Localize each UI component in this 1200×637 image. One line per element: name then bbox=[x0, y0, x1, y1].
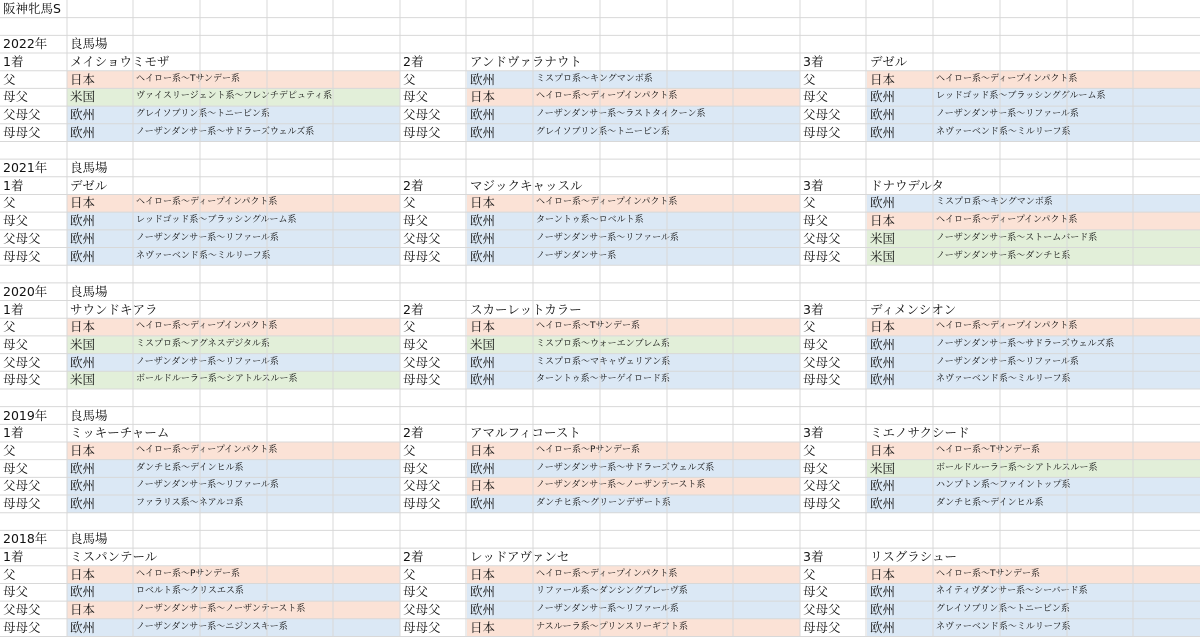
region-label: 米国 bbox=[870, 230, 896, 246]
region-label: 欧州 bbox=[870, 602, 896, 618]
pedigree-relation: 父 bbox=[3, 71, 16, 87]
region-label: 米国 bbox=[70, 89, 96, 105]
sire-line: ミスプロ系～キングマンボ系 bbox=[536, 73, 653, 84]
region-label: 欧州 bbox=[470, 354, 496, 370]
sheet-title: 阪神牝馬S bbox=[3, 1, 61, 16]
sire-line: ダンチヒ系～デインヒル系 bbox=[936, 498, 1044, 509]
sire-line: ロベルト系～クリスエス系 bbox=[136, 586, 244, 597]
region-label: 欧州 bbox=[470, 107, 496, 123]
pedigree-relation: 父 bbox=[3, 319, 16, 335]
region-label: 日本 bbox=[870, 71, 896, 87]
region-label: 欧州 bbox=[870, 478, 896, 494]
sire-line: ノーザンダンサー系～ストームバード系 bbox=[936, 232, 1098, 243]
sire-line: ノーザンダンサー系～リファール系 bbox=[136, 356, 279, 367]
place-label: 2着 bbox=[403, 301, 424, 317]
sire-line: ヘイロー系～ディープインパクト系 bbox=[936, 73, 1078, 84]
pedigree-relation: 父 bbox=[803, 71, 816, 87]
sire-line: ノーザンダンサー系～ラストタイクーン系 bbox=[536, 109, 706, 120]
place-label: 3着 bbox=[803, 425, 824, 441]
sire-line: ノーザンダンサー系～リファール系 bbox=[536, 232, 679, 243]
place-label: 1着 bbox=[3, 425, 24, 441]
region-label: 欧州 bbox=[70, 248, 96, 264]
region-label: 米国 bbox=[70, 336, 96, 352]
sire-line: ノーザンダンサー系～リファール系 bbox=[136, 232, 279, 243]
pedigree-relation: 母父 bbox=[3, 584, 29, 600]
sire-line: ヘイロー系～ディープインパクト系 bbox=[936, 321, 1078, 332]
region-label: 欧州 bbox=[870, 619, 896, 635]
place-label: 3着 bbox=[803, 177, 824, 193]
pedigree-relation: 父 bbox=[403, 195, 416, 211]
pedigree-relation: 父母父 bbox=[3, 602, 41, 618]
track-condition: 良馬場 bbox=[70, 531, 108, 547]
region-label: 欧州 bbox=[870, 354, 896, 370]
region-label: 欧州 bbox=[70, 584, 96, 600]
region-label: 日本 bbox=[470, 319, 496, 335]
sire-line: ノーザンダンサー系～サドラーズウェルズ系 bbox=[136, 126, 315, 137]
region-label: 欧州 bbox=[470, 230, 496, 246]
region-label: 欧州 bbox=[870, 195, 896, 211]
sire-line: ターントゥ系～ロベルト系 bbox=[536, 215, 644, 226]
sire-line: ノーザンダンサー系 bbox=[536, 250, 617, 261]
sire-line: ネヴァーベンド系～ミルリーフ系 bbox=[136, 250, 271, 261]
region-label: 欧州 bbox=[870, 124, 896, 140]
pedigree-relation: 父母父 bbox=[403, 354, 441, 370]
sire-line: ミスプロ系～アグネスデジタル系 bbox=[136, 338, 270, 349]
sire-line: ノーザンダンサー系～リファール系 bbox=[936, 109, 1079, 120]
sire-line: ヘイロー系～ディープインパクト系 bbox=[536, 568, 678, 579]
region-label: 日本 bbox=[470, 195, 496, 211]
pedigree-relation: 母父 bbox=[3, 460, 29, 476]
region-label: 日本 bbox=[870, 213, 896, 229]
pedigree-relation: 父母父 bbox=[803, 478, 841, 494]
pedigree-relation: 母父 bbox=[803, 89, 829, 105]
region-label: 日本 bbox=[70, 195, 96, 211]
pedigree-relation: 父母父 bbox=[403, 230, 441, 246]
pedigree-relation: 母父 bbox=[803, 584, 829, 600]
sire-line: ダンチヒ系～グリーンデザート系 bbox=[536, 498, 671, 509]
pedigree-relation: 母母父 bbox=[403, 496, 441, 512]
sire-line: ヘイロー系～Tサンデー系 bbox=[136, 73, 241, 84]
region-label: 欧州 bbox=[870, 496, 896, 512]
region-label: 欧州 bbox=[470, 248, 496, 264]
pedigree-relation: 母母父 bbox=[3, 496, 41, 512]
year-label: 2020年 bbox=[3, 283, 48, 299]
region-label: 日本 bbox=[70, 319, 96, 335]
horse-name: スカーレットカラー bbox=[470, 301, 582, 317]
pedigree-relation: 母父 bbox=[403, 336, 429, 352]
sire-line: ヘイロー系～Tサンデー系 bbox=[936, 445, 1041, 455]
region-label: 日本 bbox=[70, 566, 96, 582]
region-label: 欧州 bbox=[70, 354, 96, 370]
pedigree-relation: 父母父 bbox=[403, 478, 441, 494]
year-label: 2022年 bbox=[3, 36, 48, 52]
pedigree-relation: 父母父 bbox=[803, 230, 841, 246]
horse-name: リスグラシュー bbox=[870, 549, 958, 565]
sire-line: ヘイロー系～Tサンデー系 bbox=[536, 321, 641, 332]
pedigree-relation: 母母父 bbox=[403, 248, 441, 264]
sire-line: ノーザンダンサー系～リファール系 bbox=[536, 604, 679, 615]
pedigree-relation: 父母父 bbox=[3, 478, 41, 494]
sire-line: ノーザンダンサー系～ダンチヒ系 bbox=[936, 250, 1071, 261]
horse-name: ミッキーチャーム bbox=[70, 425, 170, 441]
region-label: 日本 bbox=[70, 71, 96, 87]
place-label: 1着 bbox=[3, 549, 24, 565]
year-label: 2021年 bbox=[3, 160, 48, 176]
sire-line: ヘイロー系～ディープインパクト系 bbox=[536, 197, 678, 208]
pedigree-relation: 母父 bbox=[403, 89, 429, 105]
year-label: 2018年 bbox=[3, 531, 48, 547]
sire-line: ノーザンダンサー系～ノーザンテースト系 bbox=[536, 480, 706, 491]
pedigree-relation: 母父 bbox=[3, 213, 29, 229]
pedigree-relation: 父母父 bbox=[3, 230, 41, 246]
place-label: 3着 bbox=[803, 549, 824, 565]
region-label: 欧州 bbox=[470, 124, 496, 140]
region-label: 欧州 bbox=[470, 584, 496, 600]
pedigree-relation: 父 bbox=[403, 319, 416, 335]
region-fill bbox=[467, 248, 800, 266]
horse-name: ミスパンテール bbox=[70, 549, 158, 565]
pedigree-relation: 父 bbox=[803, 566, 816, 582]
pedigree-relation: 父 bbox=[803, 443, 816, 458]
pedigree-relation: 母母父 bbox=[3, 248, 41, 264]
region-label: 米国 bbox=[70, 372, 96, 388]
horse-name: サウンドキアラ bbox=[70, 301, 158, 317]
sire-line: ターントゥ系～サーゲイロード系 bbox=[536, 374, 670, 385]
horse-name: デゼル bbox=[870, 54, 908, 70]
pedigree-relation: 父 bbox=[403, 71, 416, 87]
pedigree-relation: 母母父 bbox=[803, 372, 841, 388]
pedigree-relation: 母父 bbox=[803, 460, 829, 476]
sire-line: ボールドルーラー系～シアトルスルー系 bbox=[936, 462, 1098, 473]
sire-line: レッドゴッド系～ブラッシングルーム系 bbox=[136, 215, 297, 226]
track-condition: 良馬場 bbox=[70, 36, 108, 52]
horse-name: アンドヴァラナウト bbox=[470, 54, 582, 70]
sire-line: ハンプトン系～ファイントップ系 bbox=[936, 480, 1071, 491]
pedigree-relation: 母父 bbox=[403, 584, 429, 600]
horse-name: マジックキャッスル bbox=[470, 177, 583, 193]
pedigree-relation: 母母父 bbox=[403, 124, 441, 140]
region-label: 欧州 bbox=[470, 496, 496, 512]
region-label: 欧州 bbox=[470, 372, 496, 388]
region-label: 日本 bbox=[470, 443, 496, 458]
region-label: 欧州 bbox=[70, 107, 96, 123]
sire-line: ヴァイスリージェント系～フレンチデピュティ系 bbox=[136, 91, 333, 102]
horse-name: アマルフィコースト bbox=[470, 425, 581, 441]
pedigree-relation: 父母父 bbox=[403, 107, 441, 123]
region-label: 欧州 bbox=[470, 71, 496, 87]
pedigree-relation: 母父 bbox=[403, 460, 429, 476]
sire-line: ヘイロー系～ディープインパクト系 bbox=[136, 321, 278, 332]
region-label: 欧州 bbox=[70, 619, 96, 635]
horse-name: メイショウミモザ bbox=[70, 54, 170, 70]
region-label: 欧州 bbox=[70, 213, 96, 229]
sire-line: ミスプロ系～キングマンボ系 bbox=[936, 197, 1053, 208]
sire-line: ヘイロー系～ディープインパクト系 bbox=[136, 197, 278, 208]
pedigree-relation: 父 bbox=[3, 566, 16, 582]
region-label: 日本 bbox=[70, 602, 96, 618]
region-label: 日本 bbox=[470, 566, 496, 582]
sire-line: ヘイロー系～ディープインパクト系 bbox=[136, 445, 278, 455]
pedigree-relation: 父母父 bbox=[3, 354, 41, 370]
sire-line: ノーザンダンサー系～リファール系 bbox=[136, 480, 279, 491]
pedigree-relation: 母母父 bbox=[403, 619, 441, 635]
pedigree-relation: 母母父 bbox=[3, 619, 41, 635]
sire-line: ナスルーラ系～プリンスリーギフト系 bbox=[536, 621, 689, 632]
region-label: 米国 bbox=[470, 336, 496, 352]
sire-line: ノーザンダンサー系～ノーザンテースト系 bbox=[136, 604, 306, 615]
year-label: 2019年 bbox=[3, 407, 48, 423]
sire-line: ヘイロー系～ディープインパクト系 bbox=[536, 91, 678, 102]
sire-line: ヘイロー系～ディープインパクト系 bbox=[936, 215, 1078, 226]
horse-name: レッドアヴァンセ bbox=[470, 549, 570, 565]
track-condition: 良馬場 bbox=[70, 407, 108, 423]
pedigree-relation: 母父 bbox=[403, 213, 429, 229]
horse-name: ドナウデルタ bbox=[870, 177, 944, 193]
region-label: 日本 bbox=[870, 443, 896, 458]
place-label: 1着 bbox=[3, 301, 24, 317]
sire-line: レッドゴッド系～ブラッシンググルーム系 bbox=[936, 91, 1106, 102]
sire-line: グレイソブリン系～トニービン系 bbox=[936, 604, 1070, 615]
pedigree-relation: 父 bbox=[3, 443, 16, 458]
sire-line: ノーザンダンサー系～ニジンスキー系 bbox=[136, 621, 288, 632]
pedigree-relation: 母母父 bbox=[803, 619, 841, 635]
sire-line: ネヴァーベンド系～ミルリーフ系 bbox=[936, 374, 1071, 385]
pedigree-relation: 父 bbox=[803, 195, 816, 211]
place-label: 3着 bbox=[803, 54, 824, 70]
pedigree-relation: 母母父 bbox=[803, 124, 841, 140]
region-label: 米国 bbox=[870, 460, 896, 476]
horse-name: ミエノサクシード bbox=[870, 425, 970, 441]
region-label: 欧州 bbox=[70, 124, 96, 140]
pedigree-relation: 父母父 bbox=[803, 107, 841, 123]
pedigree-relation: 父 bbox=[403, 443, 416, 458]
region-label: 欧州 bbox=[470, 602, 496, 618]
region-label: 日本 bbox=[470, 619, 496, 635]
sire-line: ダンチヒ系～デインヒル系 bbox=[136, 462, 244, 473]
pedigree-relation: 母母父 bbox=[403, 372, 441, 388]
track-condition: 良馬場 bbox=[70, 160, 108, 176]
region-label: 欧州 bbox=[470, 213, 496, 229]
place-label: 1着 bbox=[3, 177, 24, 193]
region-label: 日本 bbox=[870, 566, 896, 582]
region-label: 欧州 bbox=[70, 230, 96, 246]
track-condition: 良馬場 bbox=[70, 283, 108, 299]
region-label: 米国 bbox=[870, 248, 896, 264]
sire-line: ノーザンダンサー系～サドラーズウェルズ系 bbox=[936, 338, 1115, 349]
pedigree-relation: 父母父 bbox=[403, 602, 441, 618]
region-label: 欧州 bbox=[870, 336, 896, 352]
sire-line: グレイソブリン系～トニービン系 bbox=[536, 126, 670, 137]
pedigree-relation: 母母父 bbox=[3, 124, 41, 140]
region-label: 欧州 bbox=[70, 478, 96, 494]
region-label: 欧州 bbox=[870, 89, 896, 105]
region-label: 日本 bbox=[70, 443, 96, 458]
place-label: 2着 bbox=[403, 54, 424, 70]
sire-line: リファール系～ダンシングブレーヴ系 bbox=[536, 586, 688, 597]
region-label: 日本 bbox=[470, 89, 496, 105]
pedigree-relation: 父母父 bbox=[803, 354, 841, 370]
horse-name: デゼル bbox=[70, 177, 108, 193]
pedigree-relation: 父 bbox=[403, 566, 416, 582]
sire-line: ノーザンダンサー系～リファール系 bbox=[936, 356, 1079, 367]
pedigree-relation: 母母父 bbox=[3, 372, 41, 388]
pedigree-relation: 母母父 bbox=[803, 248, 841, 264]
place-label: 2着 bbox=[403, 425, 424, 441]
place-label: 1着 bbox=[3, 54, 24, 70]
sire-line: ヘイロー系～Pサンデー系 bbox=[136, 568, 240, 579]
pedigree-relation: 父 bbox=[3, 195, 16, 211]
region-label: 欧州 bbox=[70, 460, 96, 476]
place-label: 3着 bbox=[803, 301, 824, 317]
region-label: 欧州 bbox=[870, 584, 896, 600]
pedigree-relation: 母父 bbox=[803, 336, 829, 352]
pedigree-relation: 父 bbox=[803, 319, 816, 335]
sire-line: ネヴァーベンド系～ミルリーフ系 bbox=[936, 126, 1071, 137]
sire-line: ネイティヴダンサー系～シーバード系 bbox=[936, 586, 1088, 597]
sire-line: ヘイロー系～Tサンデー系 bbox=[936, 568, 1041, 579]
pedigree-relation: 母母父 bbox=[803, 496, 841, 512]
sire-line: ノーザンダンサー系～サドラーズウェルズ系 bbox=[536, 462, 715, 473]
sire-line: ネヴァーベンド系～ミルリーフ系 bbox=[936, 621, 1071, 632]
sire-line: ボールドルーラー系～シアトルスルー系 bbox=[136, 374, 298, 385]
pedigree-relation: 母父 bbox=[3, 336, 29, 352]
sire-line: ミスプロ系～ウォーエンブレム系 bbox=[536, 338, 670, 349]
sire-line: ミスプロ系～マキャヴェリアン系 bbox=[536, 356, 671, 367]
place-label: 2着 bbox=[403, 549, 424, 565]
sire-line: ヘイロー系～Pサンデー系 bbox=[536, 445, 640, 455]
region-label: 日本 bbox=[870, 319, 896, 335]
horse-name: ディメンシオン bbox=[870, 301, 957, 317]
sire-line: グレイソブリン系～トニービン系 bbox=[136, 109, 270, 120]
region-label: 欧州 bbox=[870, 372, 896, 388]
region-label: 日本 bbox=[470, 478, 496, 494]
pedigree-relation: 母父 bbox=[803, 213, 829, 229]
pedigree-relation: 父母父 bbox=[3, 107, 41, 123]
pedigree-relation: 母父 bbox=[3, 89, 29, 105]
place-label: 2着 bbox=[403, 177, 424, 193]
sire-line: ファラリス系～ネアルコ系 bbox=[136, 498, 244, 509]
region-label: 欧州 bbox=[70, 496, 96, 512]
region-label: 欧州 bbox=[470, 460, 496, 476]
region-label: 欧州 bbox=[870, 107, 896, 123]
pedigree-relation: 父母父 bbox=[803, 602, 841, 618]
